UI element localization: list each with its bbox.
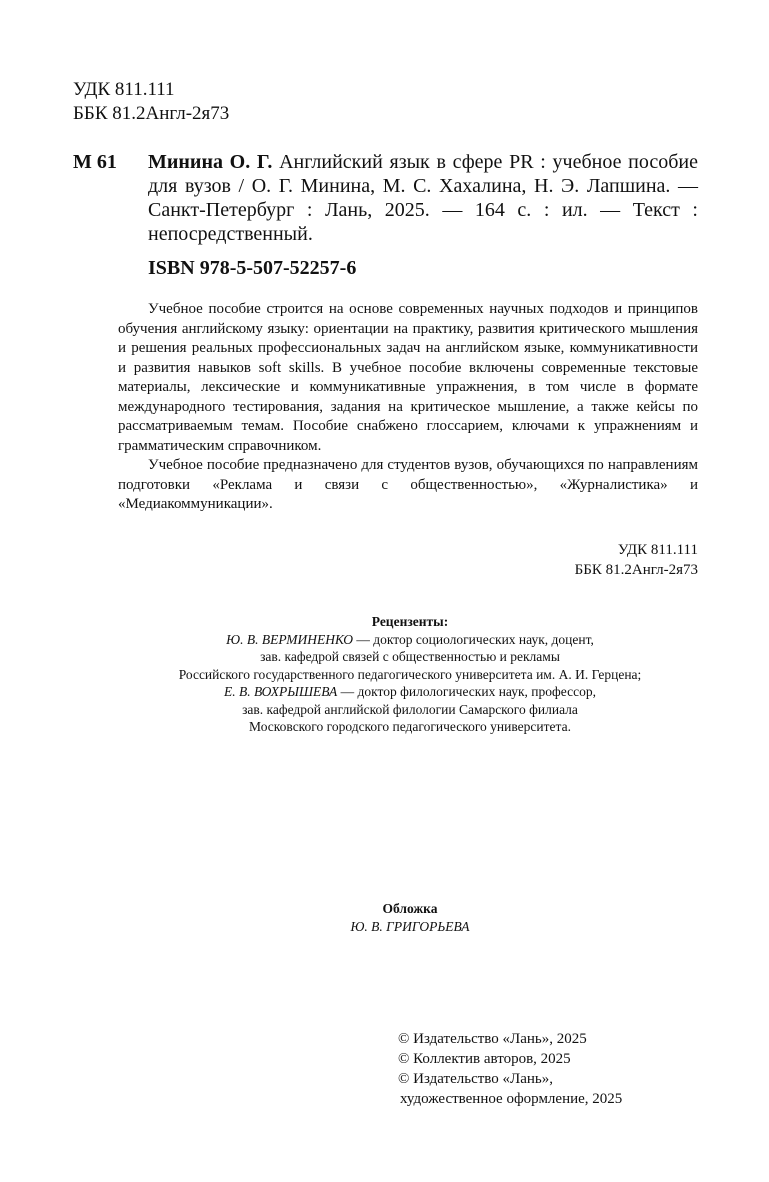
- isbn: ISBN 978-5-507-52257-6: [148, 257, 357, 279]
- reviewer-1: [60, 631, 760, 649]
- author-name: Минина О. Г.: [148, 151, 273, 173]
- reviewers-heading: Рецензенты:: [371, 614, 449, 629]
- bibliographic-description: [148, 150, 698, 246]
- reviewer-2-name: Е. В. ВОХРЫШЕВА: [224, 684, 338, 699]
- copyright-line-1: © Издательство «Лань», 2025: [398, 1031, 587, 1047]
- abstract: [118, 300, 698, 515]
- copyright-block: [398, 1029, 622, 1109]
- copyright-line-4: художественное оформление, 2025: [400, 1091, 623, 1107]
- abstract-paragraph-2: Учебное пособие предназначено для студентов вузов, обучающихся по направлениям подготовки «Реклама и связи с общественностью», «Журналистика» и «Медиакоммуникации».: [118, 457, 698, 512]
- call-number: М 61: [73, 151, 117, 173]
- reviewer-2-position: зав. кафедрой английской филологии Самарского филиала: [242, 701, 578, 717]
- abstract-paragraph-1: Учебное пособие строится на основе современных научных подходов и принципов обучения английскому языку: ориентации на практику, развития критического мышления и решения реальных профессиональных задач на английском языке, коммуникативности и развития навыков soft skills. В учебное пособие включены современные текстовые материалы, лексические и коммуникативные упражнения, в том числе в формате международного тестирования, задания на критическое мышление, а также кейсы по рассматриваемым темам. Пособие снабжено глоссарием, ключами к упражнениям и грамматическим справочником.: [118, 301, 698, 454]
- udk-code: УДК 811.111: [73, 79, 175, 100]
- cover-credit: [60, 900, 760, 936]
- catalog-entry: [73, 150, 698, 246]
- reviewer-1-position: зав. кафедрой связей с общественностью и рекламы: [260, 649, 560, 664]
- cover-heading: Обложка: [382, 901, 438, 916]
- udk-code-bottom: УДК 811.111: [617, 542, 698, 558]
- bbk-code-bottom: ББК 81.2Англ-2я73: [574, 562, 698, 578]
- copyright-line-3: © Издательство «Лань»,: [398, 1071, 553, 1087]
- reviewer-2: [60, 683, 760, 701]
- reviewers-block: [60, 613, 760, 736]
- reviewer-2-title: — доктор филологических наук, профессор,: [337, 684, 596, 699]
- bbk-code: ББК 81.2Англ-2я73: [73, 103, 230, 124]
- reviewer-1-title: — доктор социологических наук, доцент,: [353, 631, 594, 647]
- classification-codes-top: [73, 78, 229, 126]
- description-text: Английский язык в сфере PR : учебное пособие для вузов / О. Г. Минина, М. С. Хахалина, Н. Э. Лапшина. — Санкт-Петербург : Лань, 2025. — 164 с. : ил. — Текст : непосредственный.: [148, 151, 698, 245]
- reviewer-1-institution: Российского государственного педагогического университета им. А. И. Герцена;: [178, 666, 642, 682]
- reviewer-1-name: Ю. В. ВЕРМИНЕНКО: [226, 631, 354, 647]
- reviewer-2-institution: Московского городского педагогического университета.: [249, 719, 571, 734]
- classification-codes-bottom: [575, 540, 698, 580]
- cover-designer: Ю. В. ГРИГОРЬЕВА: [350, 919, 470, 934]
- copyright-line-2: © Коллектив авторов, 2025: [398, 1051, 571, 1067]
